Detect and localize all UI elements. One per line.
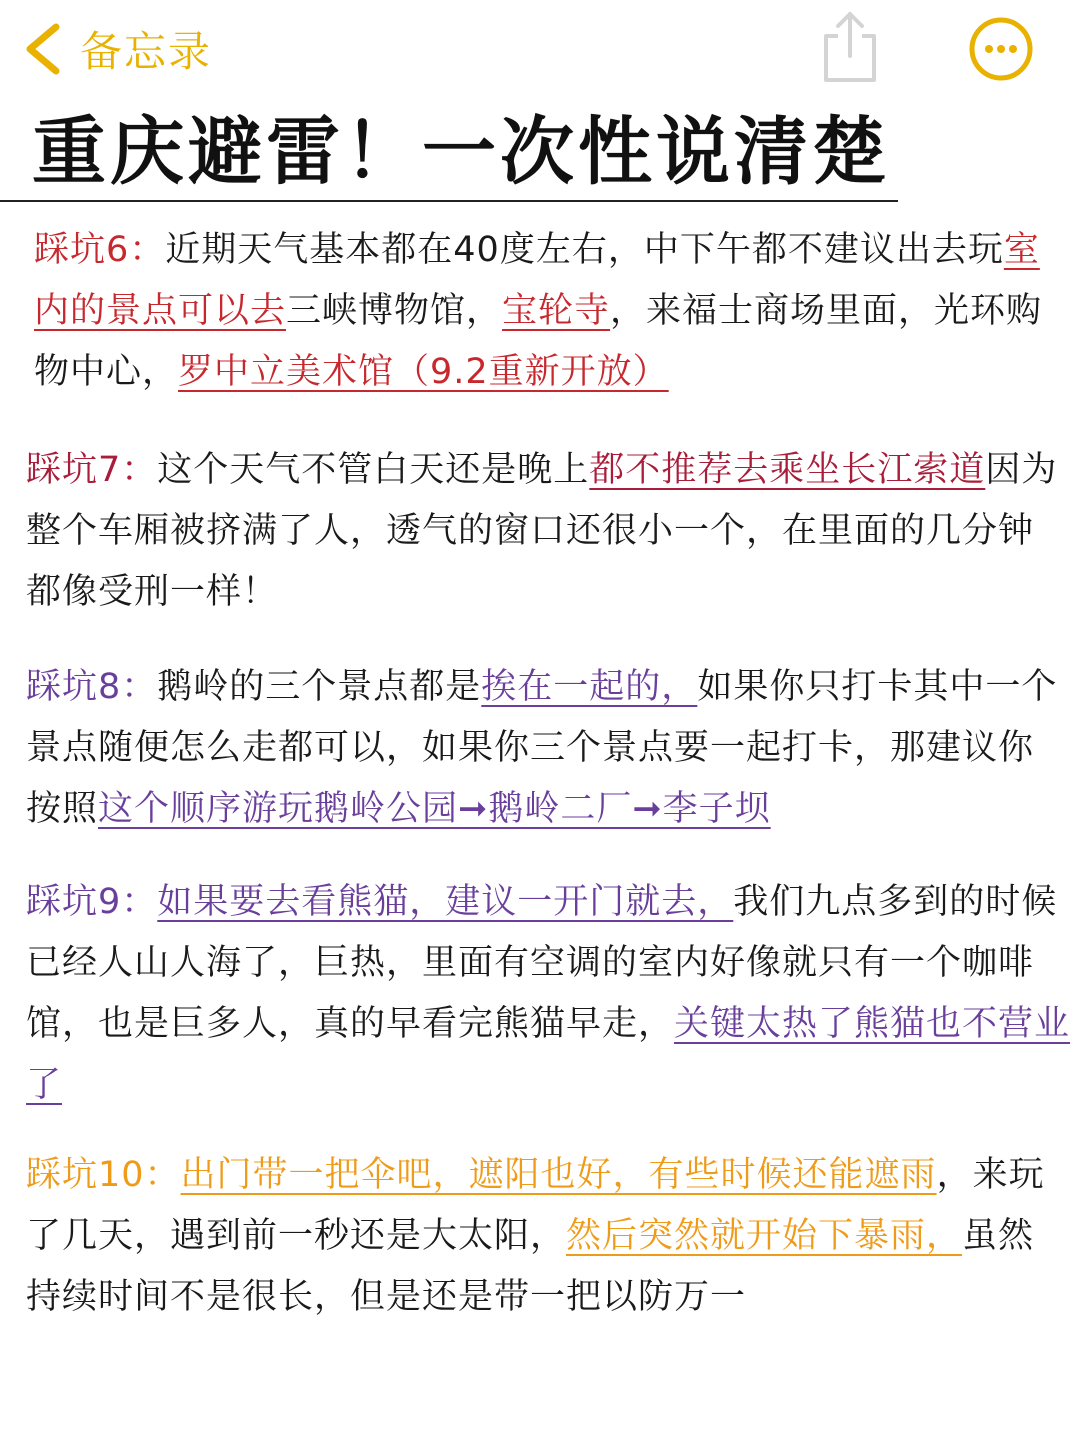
section-text: ，来玩了几天，遇到前一秒还是大太阳，: [26, 1155, 1045, 1256]
highlight-text: 如果要去看熊猫，建议一开门就去，: [157, 882, 734, 922]
title-divider: [0, 200, 898, 202]
section-label: 踩坑9：: [26, 882, 158, 922]
back-button[interactable]: [22, 14, 212, 84]
highlight-text: 罗中立美术馆（9.2重新开放）: [178, 352, 669, 392]
tip-section-9: [26, 872, 1072, 1116]
tip-section-7: [26, 440, 1066, 623]
section-label: 踩坑6：: [34, 230, 166, 270]
section-label: 踩坑8：: [26, 667, 158, 707]
highlight-text: 宝轮寺: [502, 291, 611, 331]
section-label: 踩坑7：: [26, 450, 158, 490]
section-label: 踩坑10：: [26, 1155, 181, 1195]
highlight-text: 然后突然就开始下暴雨，: [566, 1216, 963, 1256]
section-text: 这个天气不管白天还是晚上: [157, 450, 590, 490]
highlight-text: 都不推荐去乘坐长江索道: [589, 450, 986, 490]
section-text: 如果你只打卡其中一个景点随便怎么走都可以，如果你三个景点要一起打卡，那建议你按照: [26, 667, 1058, 829]
section-text: 近期天气基本都在40度左右，中下午都不建议出去玩: [165, 230, 1004, 270]
section-text: 虽然持续时间不是很长，但是还是带一把以防万一: [26, 1216, 1035, 1317]
section-text: 因为整个车厢被挤满了人，透气的窗口还很小一个，在里面的几分钟都像受刑一样！: [26, 450, 1058, 612]
share-icon[interactable]: [818, 10, 882, 84]
section-text: 三峡博物馆，: [286, 291, 503, 331]
top-nav-bar: [0, 0, 1080, 100]
highlight-text: 关键太热了熊猫也不营业了: [26, 1004, 1071, 1105]
section-text: 鹅岭的三个景点都是: [157, 667, 482, 707]
highlight-text: 出门带一把伞吧，遮阳也好，有些时候还能遮雨: [180, 1155, 937, 1195]
tip-section-10: [26, 1145, 1066, 1328]
section-text: 我们九点多到的时候已经人山人海了，巨热，里面有空调的室内好像就只有一个咖啡馆，也是巨多人，真的早看完熊猫早走，: [26, 882, 1058, 1044]
section-text: ，来福士商场里面，光环购物中心，: [34, 291, 1043, 392]
note-title: 重庆避雷！一次性说清楚: [32, 109, 890, 195]
highlight-text: 这个顺序游玩鹅岭公园➞鹅岭二厂➞李子坝: [98, 789, 771, 829]
highlight-text: 室内的景点可以去: [34, 230, 1040, 331]
chevron-left-icon: [22, 21, 62, 77]
tip-section-6: [34, 220, 1070, 403]
back-label: 备忘录: [80, 27, 213, 76]
highlight-text: 挨在一起的，: [481, 667, 698, 707]
more-icon[interactable]: [968, 16, 1034, 82]
tip-section-8: [26, 657, 1066, 840]
